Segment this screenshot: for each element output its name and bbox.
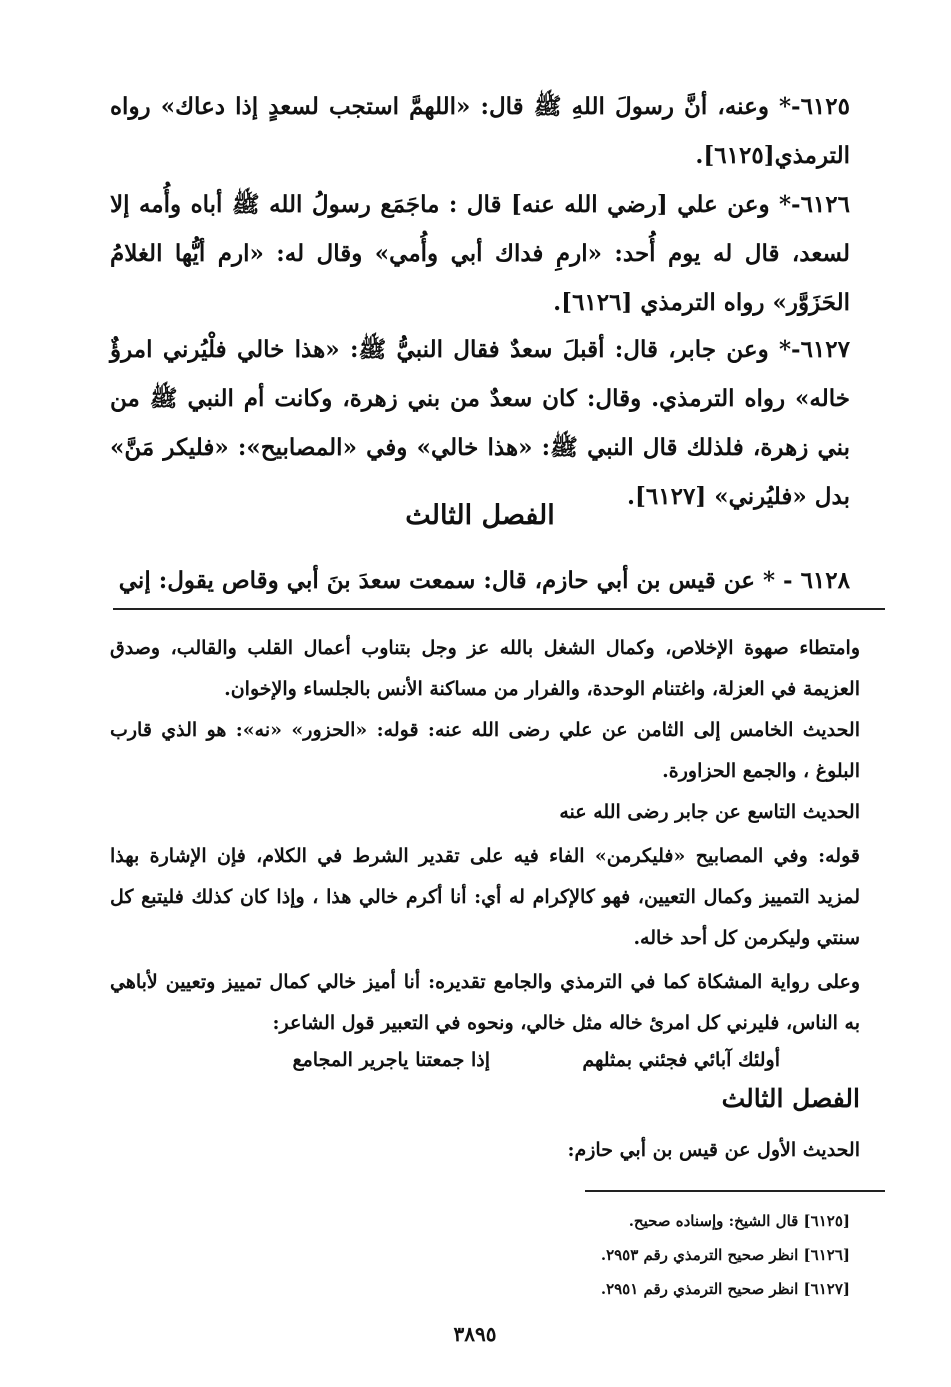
commentary-paragraph-3: الحديث التاسع عن جابر رضى الله عنه [559,801,860,823]
page-number: ٣٨٩٥ [453,1322,497,1346]
commentary-heading: الفصل الثالث [721,1084,860,1113]
footnote-rule [585,1190,885,1192]
verse-first-hemistich: أولئك آبائي فجئني بمثلهم [582,1049,780,1071]
footnote-6127: [٦١٢٧] انظر صحيح الترمذي رقم ٢٩٥١. [600,1280,850,1298]
section-heading: الفصل الثالث [405,500,555,531]
hadith-6128: ٦١٢٨ - * عن قيس بن أبي حازم، قال: سمعت سعدَ بنَ أبي وقاص يقول: إني [118,567,850,594]
hadith-6126: ٦١٢٦-* وعن علي [رضي الله عنه] قال : ماجَمَع رسولُ الله ﷺ أباه وأُمه إلا لسعد، قال له يوم أُحد: «ارمِ فداك أبي وأُمي» وقال له: «ارم أيُّها الغلامُ الحَزَوَّر» رواه الترمذي [٦١٢٦]. [110,191,850,316]
verse-second-hemistich: إذا جمعتنا ياجرير المجامع [292,1049,490,1071]
hadith-6125: ٦١٢٥-* وعنه، أنَّ رسولَ اللهِ ﷺ قال: «اللهمَّ استجب لسعدٍ إذا دعاك» رواه الترمذي[٦١٢٥]. [110,93,850,169]
commentary-paragraph-1: وامتطاء صهوة الإخلاص، وكمال الشغل بالله عز وجل بتناوب أعمال القلب والقالب، وصدق العزيمة في العزلة، واغتنام الوحدة، والفرار من مساكنة الأنس بالجلساء والإخوان. [110,637,860,700]
commentary-paragraph-4: قوله: وفي المصابيح «فليكرمن» الفاء فيه على تقدير الشرط في الكلام، فإن الإشارة بهذا لمزيد التمييز وكمال التعيين، فهو كالإكرام له أي: أنا أكرم خالي هذا ، وإذا كان كذلك فليتبع كل سنتي وليكرمن كل أحد خاله. [110,845,860,949]
divider-rule [113,608,885,610]
commentary-paragraph-5: وعلى رواية المشكاة كما في الترمذي والجامع تقديره: أنا أميز خالي كمال تمييز وتعيين لأباهي به الناس، فليرني كل امرئ خاله مثل خالي، ونحوه في التعبير قول الشاعر: [110,971,860,1034]
hadith-6127: ٦١٢٧-* وعن جابر، قال: أقبلَ سعدٌ فقال النبيُّ ﷺ: «هذا خالي فلْيُرني امرؤٌ خاله» رواه الترمذي. وقال: كان سعدٌ من بني زهرة، وكانت أم النبي ﷺ من بني زهرة، فلذلك قال النبي ﷺ: «هذا خالي» وفي «المصابيح»: «فليكر مَنَّ» بدل «فليُرني» [٦١٢٧]. [110,336,850,510]
commentary-paragraph-6: الحديث الأول عن قيس بن أبي حازم: [567,1139,860,1161]
footnote-6125: [٦١٢٥] قال الشيخ: وإسناده صحيح. [628,1212,850,1230]
footnote-6126: [٦١٢٦] انظر صحيح الترمذي رقم ٢٩٥٣. [600,1246,850,1264]
commentary-paragraph-2: الحديث الخامس إلى الثامن عن علي رضى الله عنه: قوله: «الحزور» «نه»: هو الذي قارب البلوغ ، والجمع الحزاورة. [110,719,860,782]
